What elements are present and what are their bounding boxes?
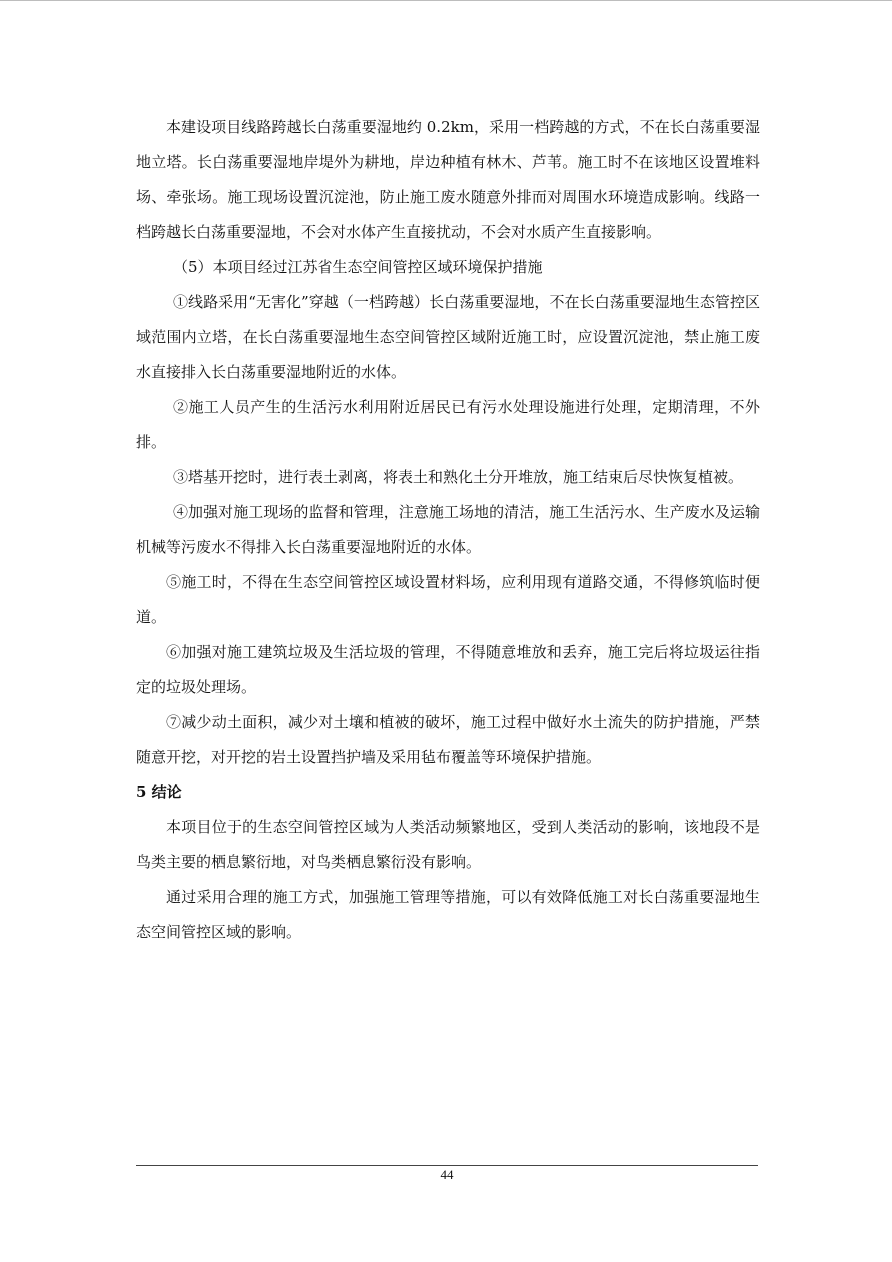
measure-item-7: ⑦减少动土面积，减少对土壤和植被的破坏，施工过程中做好水土流失的防护措施，严禁随意开挖，对开挖的岩土设置挡护墙及采用毡布覆盖等环境保护措施。 <box>136 713 760 766</box>
measure-item-5: ⑤施工时，不得在生态空间管控区域设置材料场，应利用现有道路交通，不得修筑临时便道。 <box>136 573 760 626</box>
measure-item-2: ②施工人员产生的生活污水利用附近居民已有污水处理设施进行处理，定期清理，不外排。 <box>136 398 760 451</box>
page-top-border <box>0 0 892 1</box>
subsection-title-protection-measures: （5）本项目经过江苏省生态空间管控区域环境保护措施 <box>173 258 543 276</box>
conclusion-paragraph-1: 本项目位于的生态空间管控区域为人类活动频繁地区，受到人类活动的影响，该地段不是鸟类主要的栖息繁衍地，对鸟类栖息繁衍没有影响。 <box>136 818 760 871</box>
paragraph-wetland-crossing: 本建设项目线路跨越长白荡重要湿地约 0.2km，采用一档跨越的方式，不在长白荡重要湿地立塔。长白荡重要湿地岸堤外为耕地，岸边种植有林木、芦苇。施工时不在该地区设置堆料场、牵张场。施工现场设置沉淀池，防止施工废水随意外排而对周围水环境造成影响。线路一档跨越长白荡重要湿地，不会对水体产生直接扰动，不会对水质产生直接影响。 <box>136 118 760 241</box>
document-body <box>136 110 760 950</box>
measure-item-3: ③塔基开挖时，进行表土剥离，将表土和熟化土分开堆放，施工结束后尽快恢复植被。 <box>173 468 744 486</box>
section-heading-conclusion: 5 结论 <box>136 783 182 801</box>
measure-item-1: ①线路采用“无害化”穿越（一档跨越）长白荡重要湿地，不在长白荡重要湿地生态管控区域范围内立塔，在长白荡重要湿地生态空间管控区域附近施工时，应设置沉淀池，禁止施工废水直接排入长白荡重要湿地附近的水体。 <box>136 293 760 381</box>
measure-item-4: ④加强对施工现场的监督和管理，注意施工场地的清洁，施工生活污水、生产废水及运输机械等污废水不得排入长白荡重要湿地附近的水体。 <box>136 503 760 556</box>
measure-item-6: ⑥加强对施工建筑垃圾及生活垃圾的管理，不得随意堆放和丢弃，施工完后将垃圾运往指定的垃圾处理场。 <box>136 643 760 696</box>
conclusion-paragraph-2: 通过采用合理的施工方式，加强施工管理等措施，可以有效降低施工对长白荡重要湿地生态空间管控区域的影响。 <box>136 888 760 941</box>
page-number: 44 <box>440 1167 454 1182</box>
